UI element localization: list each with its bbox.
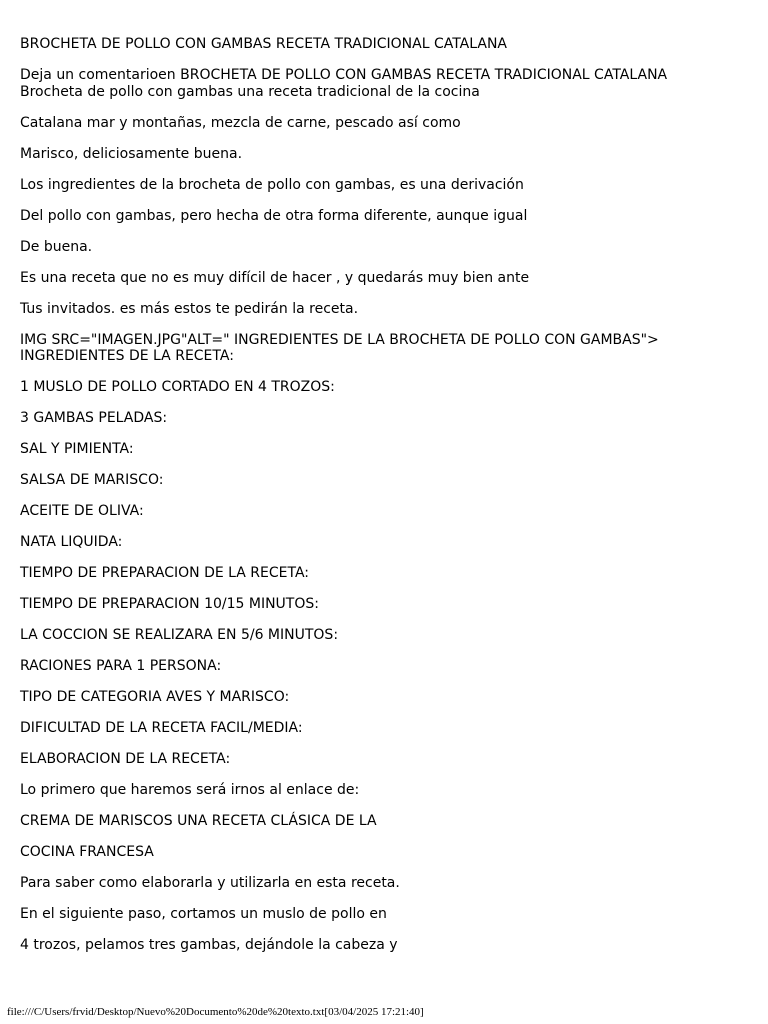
ingredient-item: 3 GAMBAS PELADAS: (20, 410, 168, 426)
paragraph: Es una receta que no es muy difícil de hacer , y quedarás muy bien ante (20, 269, 530, 286)
ingredient-item: SAL Y PIMIENTA: (20, 441, 134, 457)
paragraph: Tus invitados. es más estos te pedirán la receta. (20, 300, 359, 317)
ingredient-item: NATA LIQUIDA: (20, 534, 123, 550)
image-tag-and-ingredients-heading: IMG SRC="IMAGEN.JPG"ALT=" INGREDIENTES DE LA BROCHETA DE POLLO CON GAMBAS"> INGREDIENTES DE LA RECETA: (20, 331, 659, 364)
paragraph: Lo primero que haremos será irnos al enlace de: (20, 782, 360, 798)
ingredient-item: ACEITE DE OLIVA: (20, 503, 144, 519)
recipe-info-item: LA COCCION SE REALIZARA EN 5/6 MINUTOS: (20, 627, 339, 643)
recipe-info-item: DIFICULTAD DE LA RECETA FACIL/MEDIA: (20, 720, 303, 736)
recipe-info-item: TIPO DE CATEGORIA AVES Y MARISCO: (20, 689, 290, 705)
document-title: BROCHETA DE POLLO CON GAMBAS RECETA TRADICIONAL CATALANA (20, 36, 508, 52)
paragraph: Los ingredientes de la brocheta de pollo con gambas, es una derivación (20, 176, 524, 193)
paragraph: 4 trozos, pelamos tres gambas, dejándole la cabeza y (20, 937, 398, 953)
paragraph: CREMA DE MARISCOS UNA RECETA CLÁSICA DE LA (20, 813, 377, 829)
recipe-info-item: RACIONES PARA 1 PERSONA: (20, 658, 222, 674)
paragraph: COCINA FRANCESA (20, 844, 154, 860)
ingredient-item: SALSA DE MARISCO: (20, 472, 164, 488)
print-footer-file-path: file:///C/Users/frvid/Desktop/Nuevo%20Documento%20de%20texto.txt[03/04/2025 17:21:40] (7, 1006, 424, 1018)
elaboration-heading: ELABORACION DE LA RECETA: (20, 751, 231, 767)
ingredient-item: 1 MUSLO DE POLLO CORTADO EN 4 TROZOS: (20, 379, 335, 395)
paragraph: Para saber como elaborarla y utilizarla en esta receta. (20, 875, 400, 891)
recipe-info-heading: TIEMPO DE PREPARACION DE LA RECETA: (20, 565, 310, 581)
paragraph: Deja un comentarioen BROCHETA DE POLLO CON GAMBAS RECETA TRADICIONAL CATALANA Brocheta de pollo con gambas una receta tradicional de la cocina (20, 67, 668, 100)
paragraph: En el siguiente paso, cortamos un muslo de pollo en (20, 906, 387, 922)
paragraph: Marisco, deliciosamente buena. (20, 145, 243, 162)
recipe-info-item: TIEMPO DE PREPARACION 10/15 MINUTOS: (20, 596, 319, 612)
document-body (20, 36, 750, 968)
paragraph: Del pollo con gambas, pero hecha de otra forma diferente, aunque igual (20, 207, 528, 224)
paragraph: Catalana mar y montañas, mezcla de carne, pescado así como (20, 114, 461, 131)
paragraph: De buena. (20, 238, 93, 255)
